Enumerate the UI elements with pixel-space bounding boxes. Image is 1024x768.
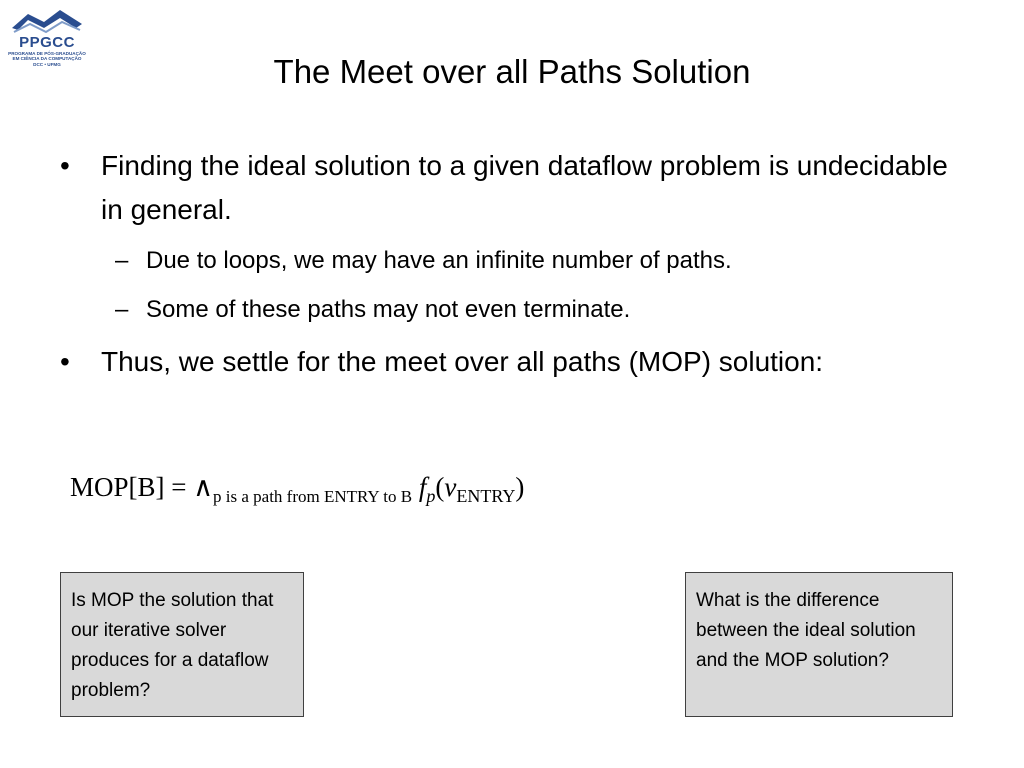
logo-name: PPGCC — [19, 34, 75, 51]
logo-subtitle-line-2: EM CIÊNCIA DA COMPUTAÇÃO — [12, 56, 82, 62]
transfer-function-subscript: p — [426, 486, 436, 506]
logo-emblem-icon — [4, 6, 90, 36]
formula-lhs: MOP[B] = — [70, 472, 194, 502]
sub-bullet-item — [115, 294, 975, 326]
sub-bullet-item — [115, 245, 975, 277]
bullet-text: Finding the ideal solution to a given dataflow problem is undecidable in general. — [101, 150, 948, 225]
bullet-item — [60, 144, 960, 232]
sub-bullet-marker: – — [115, 296, 129, 323]
bullet-item — [60, 340, 960, 384]
meet-operator: ∧ — [193, 472, 214, 502]
entry-value-subscript: ENTRY — [456, 486, 516, 506]
bullet-text: Thus, we settle for the meet over all paths (MOP) solution: — [101, 346, 824, 377]
sub-bullet-text: Some of these paths may not even terminate. — [146, 296, 631, 323]
sub-bullet-marker: – — [115, 247, 129, 274]
slide-title: The Meet over all Paths Solution — [273, 53, 751, 90]
transfer-function: f — [418, 472, 427, 502]
mop-formula — [70, 470, 524, 514]
entry-value: v — [444, 472, 457, 502]
bullet-marker: • — [60, 150, 70, 181]
question-box-left: Is MOP the solution that our iterative solver produces for a dataflow problem? — [60, 572, 304, 717]
bullet-marker: • — [60, 346, 70, 377]
meet-subscript: p is a path from ENTRY to B — [213, 487, 413, 506]
close-paren: ) — [515, 472, 525, 502]
logo-subtitle-line-1: PROGRAMA DE PÓS-GRADUAÇÃO — [8, 51, 86, 56]
logo-subtitle-line-3: DCC • UFMG — [33, 61, 61, 67]
question-box-right: What is the difference between the ideal solution and the MOP solution? — [685, 572, 953, 717]
open-paren: ( — [435, 472, 445, 502]
sub-bullet-text: Due to loops, we may have an infinite number of paths. — [146, 247, 732, 274]
